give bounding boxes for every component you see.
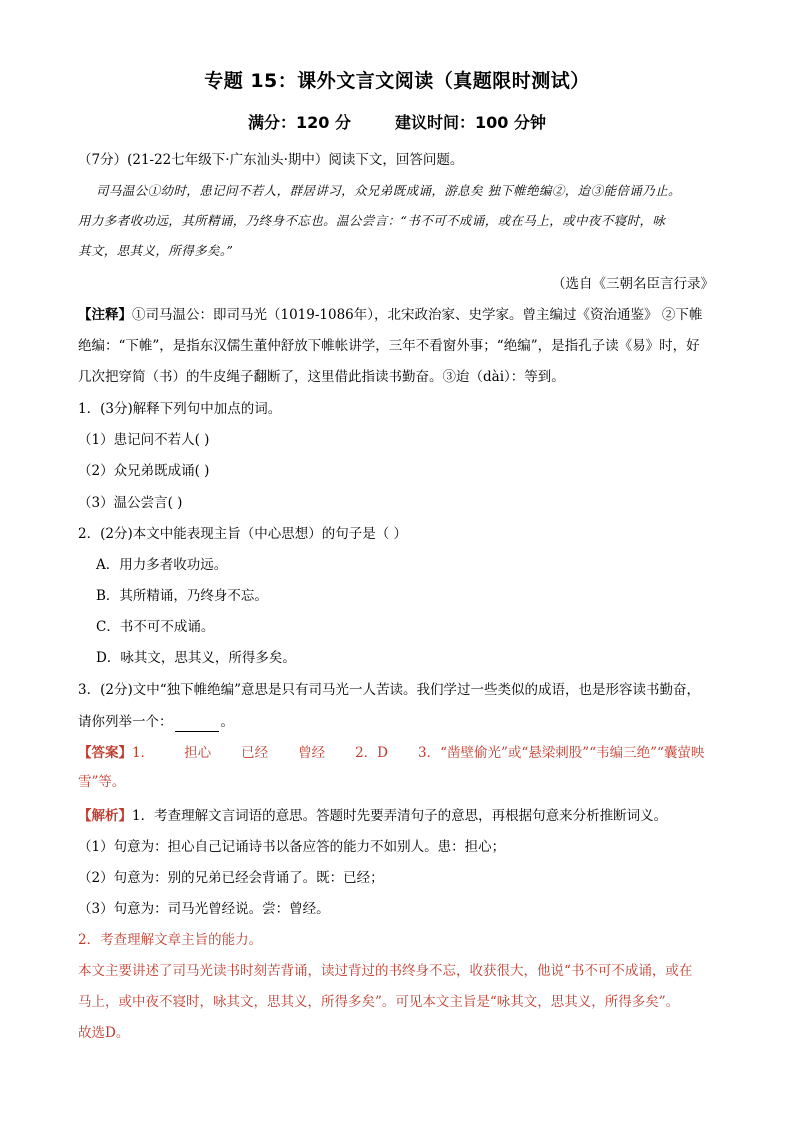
time-label: 建议时间：100 分钟 bbox=[395, 113, 546, 132]
analysis-p2-line-2: 马上，或中夜不寝时，咏其文，思其义，所得多矣”。可见本文主旨是“咏其文，思其义，所得多矣”。 bbox=[78, 994, 680, 1010]
q3-line-2 bbox=[78, 712, 738, 732]
q2-option-b: B．其所精诵，乃终身不忘。 bbox=[96, 588, 268, 604]
notes-line-1 bbox=[78, 305, 738, 325]
analysis-item-3: （3）句意为：司马光曾经说。尝：曾经。 bbox=[78, 901, 330, 917]
analysis-conclusion: 故选D。 bbox=[78, 1025, 130, 1041]
q1-item-3: （3）温公尝言( ) bbox=[78, 495, 183, 511]
q2-option-a: A．用力多者收功远。 bbox=[96, 557, 228, 573]
notes-text-1: ①司马温公：即司马光（1019-1086年），北宋政治家、史学家。曾主编过《资治通鉴》 ②下帷 bbox=[132, 307, 703, 323]
q3-end: 。 bbox=[220, 714, 234, 730]
answer-label: 【答案】 bbox=[78, 745, 132, 761]
passage-line-3: 其文，思其义，所得多矣。” bbox=[78, 243, 234, 258]
answer-1-number: 1． bbox=[132, 745, 155, 761]
q3-prompt: 请你列举一个： bbox=[78, 714, 173, 730]
answer-blank bbox=[175, 717, 219, 732]
analysis-p2-line-1: 本文主要讲述了司马光读书时刻苦背诵，读过背过的书终身不忘，收获很大，他说“书不可不成诵，或在 bbox=[78, 963, 693, 979]
passage-line-1: 司马温公①幼时，患记问不若人，群居讲习，众兄弟既成诵，游息矣 独下帷绝编②，迨③能倍诵乃止。 bbox=[96, 183, 681, 198]
analysis-label: 【解析】 bbox=[78, 808, 132, 824]
answer-line-1 bbox=[78, 743, 738, 763]
analysis-line-1 bbox=[78, 806, 738, 826]
q2-option-c: C．书不可不成诵。 bbox=[96, 619, 215, 635]
passage-source: （选自《三朝名臣言行录》 bbox=[552, 276, 714, 292]
answer-line-2: 雪”等。 bbox=[78, 774, 126, 790]
q2-option-d: D．咏其文，思其义，所得多矣。 bbox=[96, 650, 296, 666]
score-label: 满分：120 分 bbox=[248, 113, 351, 132]
q3-line-1: 3．(2分)文中“独下帷绝编”意思是只有司马光一人苦读。我们学过一些类似的成语，也是形容读书勤奋， bbox=[78, 682, 701, 698]
q2-stem: 2．(2分)本文中能表现主旨（中心思想）的句子是（ ） bbox=[78, 526, 408, 542]
analysis-item-1: （1）句意为：担心自己记诵诗书以备应答的能力不如别人。患：担心； bbox=[78, 839, 506, 855]
answer-2: 2．D bbox=[355, 745, 389, 761]
notes-label: 【注释】 bbox=[78, 307, 132, 323]
notes-line-3: 几次把穿简（书）的牛皮绳子翻断了，这里借此指读书勤奋。③迨（dài）：等到。 bbox=[78, 369, 565, 385]
analysis-item-2: （2）句意为：别的兄弟已经会背诵了。既：已经； bbox=[78, 870, 384, 886]
q1-item-1: （1）患记问不若人( ) bbox=[78, 432, 210, 448]
answer-3: 3．“凿壁偷光”或“悬梁刺股”“韦编三绝”“囊萤映 bbox=[418, 745, 705, 761]
page-title: 专题 15：课外文言文阅读（真题限时测试） bbox=[204, 70, 590, 92]
passage-line-2: 用力多者收功远，其所精诵，乃终身不忘也。温公尝言：“书不可不成诵，或在马上，或中夜不寝时，咏 bbox=[78, 213, 666, 228]
answer-word-3: 曾经 bbox=[298, 745, 326, 761]
answer-word-2: 已经 bbox=[241, 745, 269, 761]
question-intro: （7分）(21-22七年级下·广东汕头·期中）阅读下文，回答问题。 bbox=[78, 152, 464, 168]
notes-line-2: 绝编：“下帷”，是指东汉儒生董仲舒放下帷帐讲学，三年不看窗外事；“绝编”，是指孔子读《易》时，好 bbox=[78, 338, 700, 354]
q1-item-2: （2）众兄弟既成诵( ) bbox=[78, 463, 210, 479]
q1-stem: 1．(3分)解释下列句中加点的词。 bbox=[78, 401, 282, 417]
analysis-intro: 1．考查理解文言词语的意思。答题时先要弄清句子的意思，再根据句意来分析推断词义。 bbox=[132, 808, 668, 824]
page-subtitle bbox=[0, 110, 794, 133]
analysis-p2-title: 2．考查理解文章主旨的能力。 bbox=[78, 932, 263, 948]
answer-word-1: 担心 bbox=[184, 745, 212, 761]
